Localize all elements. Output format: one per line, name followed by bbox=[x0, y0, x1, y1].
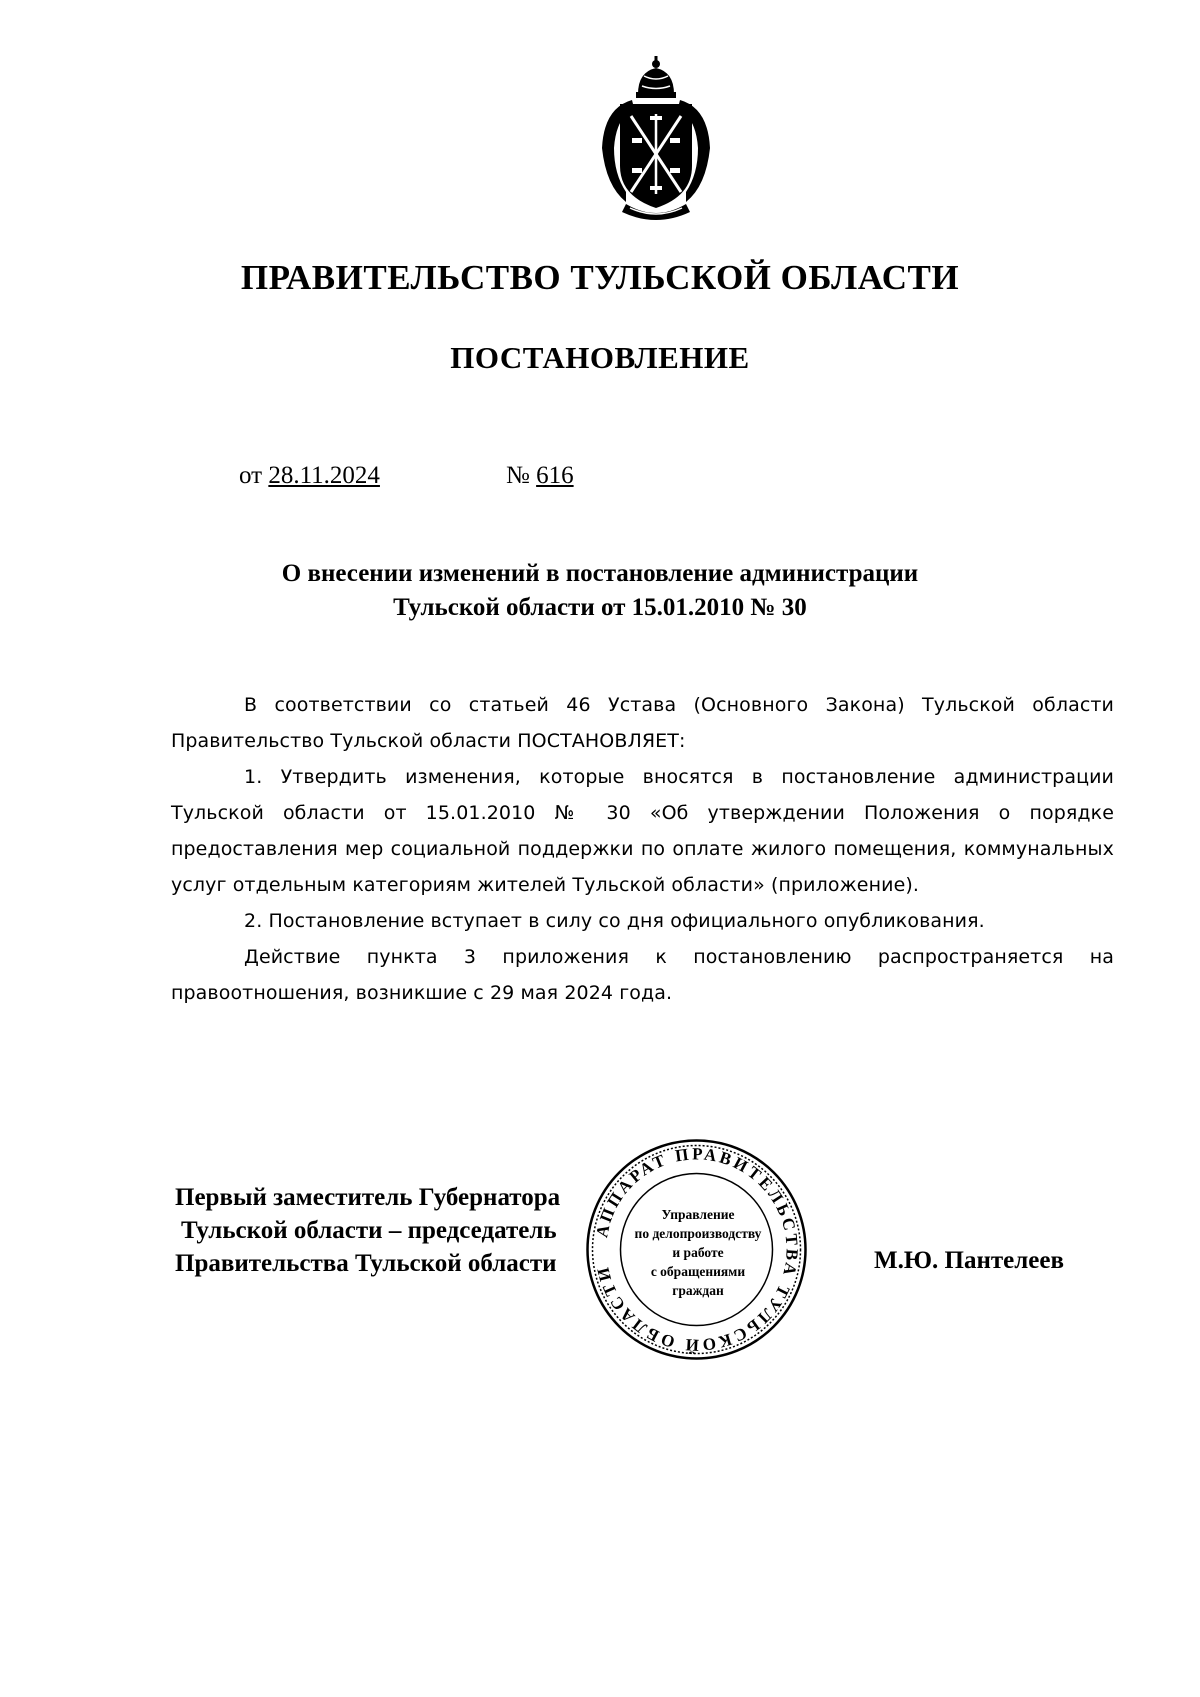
stamp-inner-line-1: Управление bbox=[661, 1207, 735, 1222]
paragraph-preamble: В соответствии со статьей 46 Устава (Основного Закона) Тульской области Правительство Тульской области ПОСТАНОВЛЯЕТ: bbox=[171, 694, 1114, 752]
stamp-inner-line-2: по делопроизводству bbox=[634, 1226, 762, 1241]
stamp-inner-line-3: и работе bbox=[672, 1245, 724, 1260]
position-line-1: Первый заместитель Губернатора bbox=[175, 1184, 561, 1211]
document-number: 616 bbox=[536, 462, 574, 489]
document-subject bbox=[0, 557, 1200, 625]
subject-line-2: Тульской области от 15.01.2010 № 30 bbox=[393, 594, 807, 621]
number-prefix: № bbox=[506, 462, 530, 489]
paragraph-effect: Действие пункта 3 приложения к постановлению распространяется на правоотношения, возникшие с 29 мая 2024 года. bbox=[171, 946, 1114, 1004]
stamp-inner-text bbox=[620, 1205, 776, 1300]
document-date-line bbox=[239, 462, 380, 490]
stamp-inner-line-5: граждан bbox=[672, 1283, 724, 1298]
stamp-ring-text: АППАРАТ ПРАВИТЕЛЬСТВА ТУЛЬСКОЙ ОБЛАСТИ bbox=[592, 1144, 802, 1355]
position-line-3: Правительства Тульской области bbox=[175, 1250, 557, 1277]
subject-line-1: О внесении изменений в постановление администрации bbox=[281, 560, 919, 587]
document-date: 28.11.2024 bbox=[268, 462, 380, 489]
paragraph-item-1: 1. Утвердить изменения, которые вносятся в постановление администрации Тульской области от 15.01.2010 № 30 «Об утверждении Положения о порядке предоставления мер социальной поддержки по оплате жилого помещения, коммунальных услуг отдельным категориям жителей Тульской области» (приложение). bbox=[171, 766, 1114, 896]
document-number-line bbox=[506, 462, 574, 490]
org-title: ПРАВИТЕЛЬСТВО ТУЛЬСКОЙ ОБЛАСТИ bbox=[240, 258, 960, 297]
position-line-2: Тульской области – председатель bbox=[181, 1217, 557, 1244]
date-prefix: от bbox=[239, 462, 263, 489]
signatory-name: М.Ю. Пантелеев bbox=[874, 1247, 1064, 1274]
signatory-position bbox=[175, 1181, 560, 1280]
stamp-inner-line-4: с обращениями bbox=[650, 1264, 746, 1279]
document-type: ПОСТАНОВЛЕНИЕ bbox=[450, 340, 750, 375]
document-body bbox=[171, 687, 1114, 1011]
paragraph-item-2: 2. Постановление вступает в силу со дня официального опубликования. bbox=[244, 910, 985, 932]
tula-coat-of-arms-icon bbox=[586, 56, 726, 222]
